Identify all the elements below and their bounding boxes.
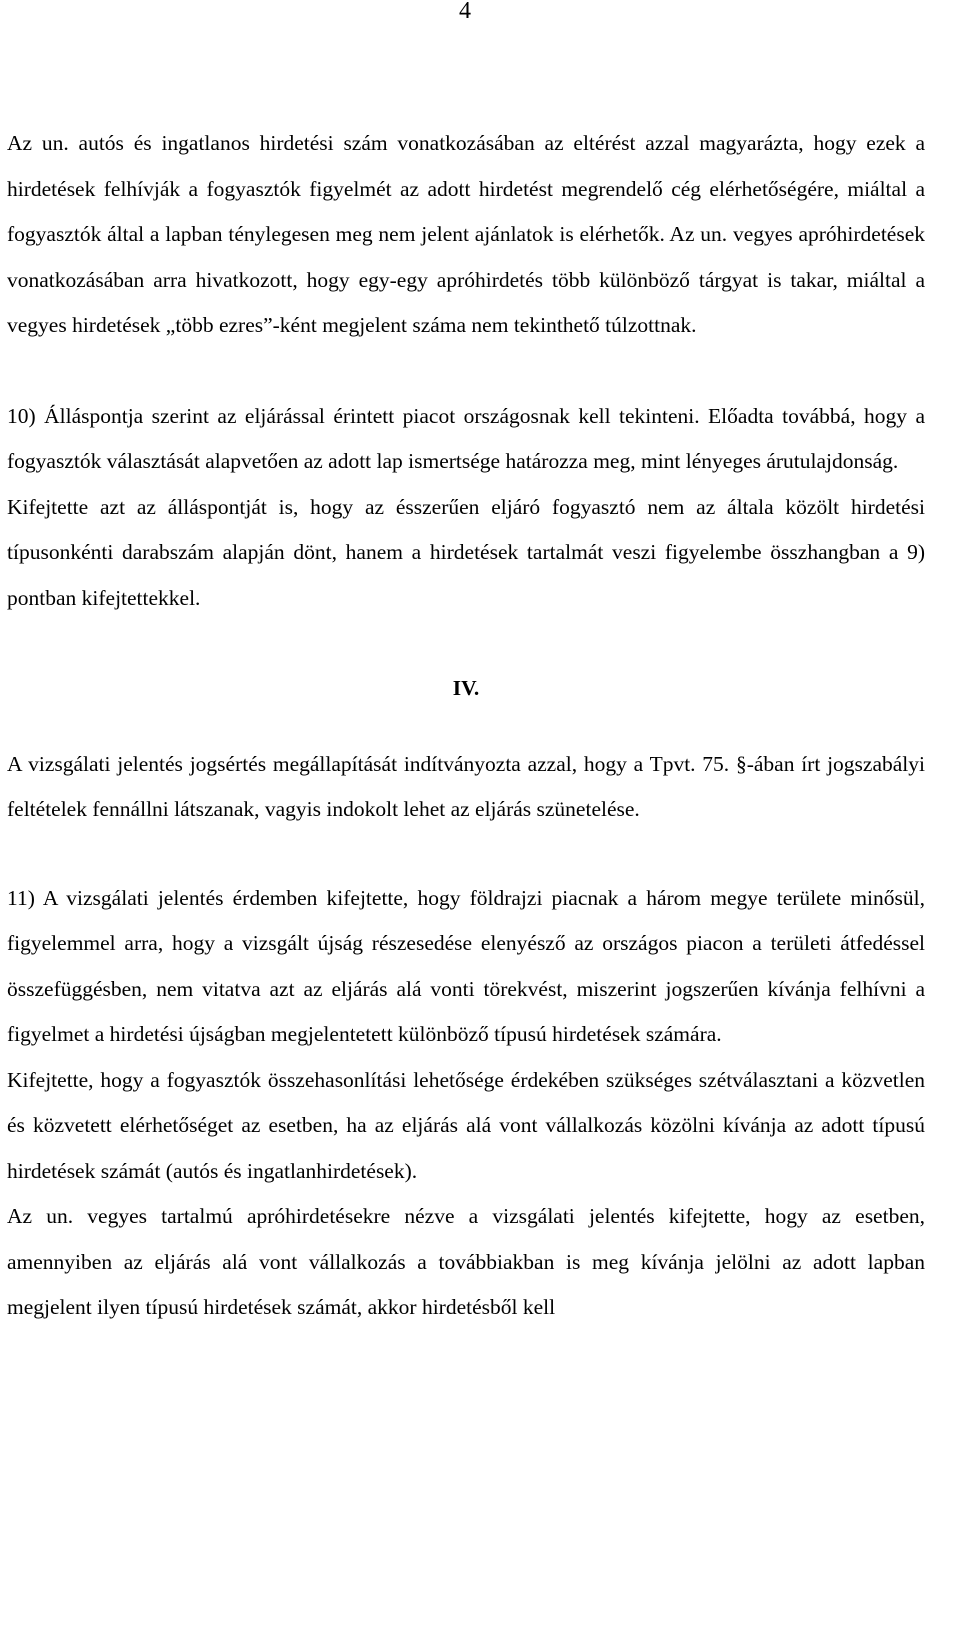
paragraph-investigation-report: A vizsgálati jelentés jogsértés megállapítását indítványozta azzal, hogy a Tpvt. 75. §-ában írt jogszabályi feltételek fennállni látszanak, vagyis indokolt lehet az eljárás szünetelése. bbox=[7, 751, 925, 821]
paragraph-11-geographic-market: 11) A vizsgálati jelentés érdemben kifejtette, hogy földrajzi piacnak a három megye területe minősül, figyelemmel arra, hogy a vizsgált újság részesedése elenyésző az országos piacon a területi átfedéssel összefüggésben, nem vitatva azt az eljárás alá vonti törekvést, miszerint jogszerűen kívánja felhívni a figyelmet a hirdetési újságban megjelentetett különböző típusú hirdetések számára. bbox=[7, 885, 925, 1046]
document-body bbox=[7, 121, 925, 1331]
page-number: 4 bbox=[459, 0, 471, 24]
paragraph-comparison-possibility: Kifejtette, hogy a fogyasztók összehasonlítási lehetősége érdekében szükséges szétválasztani a közvetlen és közvetett elérhetőséget az esetben, ha az eljárás alá vont vállalkozás közölni kívánja az adott típusú hirdetések számát (autós és ingatlanhirdetések). bbox=[7, 1067, 925, 1183]
paragraph-advert-counts: Az un. autós és ingatlanos hirdetési szám vonatkozásában az eltérést azzal magyarázta, hogy ezek a hirdetések felhívják a fogyasztók figyelmét az adott hirdetést megrendelő cég elérhetőségére, miáltal a fogyasztók által a lapban ténylegesen meg nem jelent ajánlatok is elérhetők. Az un. vegyes apróhirdetések vonatkozásában arra hivatkozott, hogy egy-egy apróhirdetés több különböző tárgyat is takar, miáltal a vegyes hirdetések „több ezres”-ként megjelent száma nem tekinthető túlzottnak. bbox=[7, 131, 925, 337]
paragraph-10-market: 10) Álláspontja szerint az eljárással érintett piacot országosnak kell tekinteni. Előadta továbbá, hogy a fogyasztók választását alapvetően az adott lap ismertsége határozza meg, mint lényeges árutulajdonság. bbox=[7, 403, 925, 473]
section-heading-iv: IV. bbox=[452, 676, 480, 700]
paragraph-consumer-decision: Kifejtette azt az álláspontját is, hogy az ésszerűen eljáró fogyasztó nem az általa közölt hirdetési típusonkénti darabszám alapján dönt, hanem a hirdetések tartalmát veszi figyelembe összhangban a 9) pontban kifejtettekkel. bbox=[7, 494, 925, 610]
paragraph-mixed-ads: Az un. vegyes tartalmú apróhirdetésekre nézve a vizsgálati jelentés kifejtette, hogy az esetben, amennyiben az eljárás alá vont vállalkozás a továbbiakban is meg kívánja jelölni az adott lapban megjelent ilyen típusú hirdetések számát, akkor hirdetésből kell bbox=[7, 1204, 925, 1319]
